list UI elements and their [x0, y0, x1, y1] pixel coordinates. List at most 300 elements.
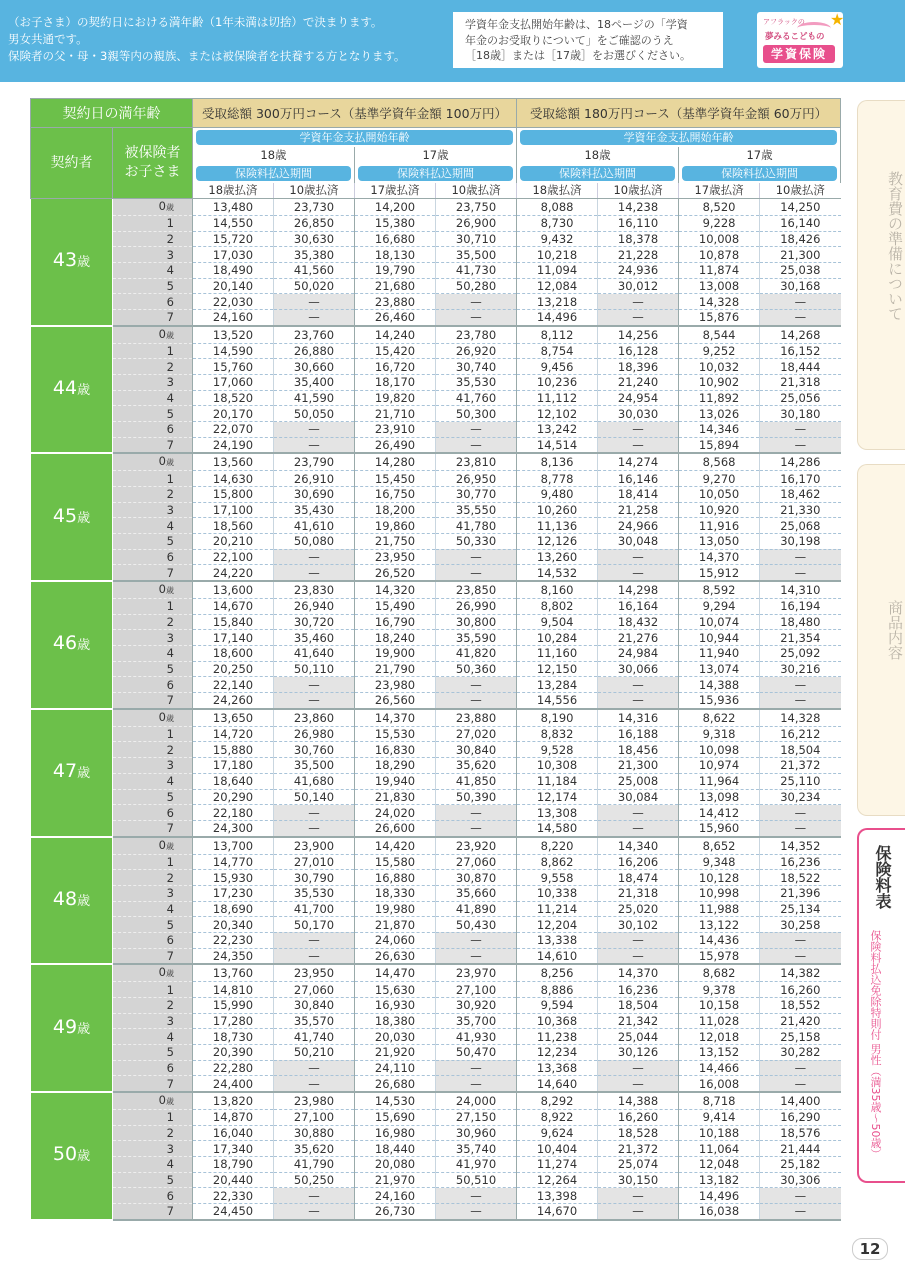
- premium-cell: 14,268: [760, 326, 841, 344]
- child-age: 0: [158, 454, 166, 469]
- premium-cell: 8,592: [679, 581, 760, 599]
- age-suffix: 歳: [77, 510, 91, 526]
- premium-cell: 30,770: [436, 487, 517, 503]
- child-age-cell: [113, 247, 193, 263]
- table-row: [31, 1013, 841, 1029]
- premium-cell: 41,640: [274, 646, 355, 662]
- premium-cell: 41,730: [436, 263, 517, 279]
- premium-cell: 25,074: [598, 1156, 679, 1172]
- child-age-cell: [113, 997, 193, 1013]
- premium-cell: 21,396: [760, 885, 841, 901]
- pay-period-header: 10歳払済: [436, 183, 517, 199]
- premium-cell: 15,420: [355, 343, 436, 359]
- child-age-cell: [113, 1013, 193, 1029]
- premium-cell: 15,840: [193, 614, 274, 630]
- premium-cell: 23,730: [274, 199, 355, 216]
- premium-cell: 14,310: [760, 581, 841, 599]
- premium-cell: 20,080: [355, 1156, 436, 1172]
- premium-na-cell: —: [760, 677, 841, 693]
- premium-cell: 18,440: [355, 1141, 436, 1157]
- premium-cell: 18,290: [355, 758, 436, 774]
- child-age-suffix: 歳: [166, 458, 174, 468]
- table-row: [31, 599, 841, 615]
- premium-cell: 13,600: [193, 581, 274, 599]
- premium-na-cell: —: [598, 932, 679, 948]
- premium-cell: 18,480: [760, 614, 841, 630]
- child-age: 1: [166, 854, 174, 869]
- course-300-header: 受取総額 300万円コース（基準学資年金額 100万円）: [193, 99, 517, 128]
- child-age: 0: [158, 326, 166, 341]
- child-age-cell: [113, 199, 193, 216]
- premium-cell: 35,530: [436, 375, 517, 391]
- premium-cell: 18,426: [760, 231, 841, 247]
- premium-cell: 16,290: [760, 1109, 841, 1125]
- premium-cell: 19,860: [355, 518, 436, 534]
- premium-cell: 26,880: [274, 343, 355, 359]
- child-age-suffix: 歳: [166, 203, 174, 212]
- child-age-cell: [113, 1156, 193, 1172]
- premium-cell: 27,150: [436, 1109, 517, 1125]
- premium-na-cell: —: [436, 1060, 517, 1076]
- premium-cell: 11,112: [517, 390, 598, 406]
- header-notes: [8, 14, 405, 65]
- table-row: [31, 773, 841, 789]
- child-age: 4: [166, 774, 174, 789]
- premium-cell: 21,330: [760, 502, 841, 518]
- premium-cell: 9,318: [679, 726, 760, 742]
- age-suffix: 歳: [77, 255, 91, 271]
- premium-cell: 25,092: [760, 646, 841, 662]
- premium-cell: 23,780: [436, 326, 517, 344]
- premium-na-cell: —: [760, 820, 841, 836]
- premium-cell: 20,390: [193, 1044, 274, 1060]
- premium-cell: 18,462: [760, 487, 841, 503]
- child-age-cell: [113, 422, 193, 438]
- premium-cell: 9,594: [517, 997, 598, 1013]
- table-row: [31, 278, 841, 294]
- premium-cell: 30,660: [274, 359, 355, 375]
- premium-cell: 30,048: [598, 534, 679, 550]
- premium-cell: 24,000: [436, 1092, 517, 1110]
- premium-cell: 30,084: [598, 789, 679, 805]
- premium-cell: 14,532: [517, 565, 598, 581]
- premium-cell: 18,576: [760, 1125, 841, 1141]
- table-row: [31, 693, 841, 709]
- age-suffix: 歳: [77, 1021, 91, 1037]
- premium-cell: 25,020: [598, 901, 679, 917]
- premium-cell: 10,368: [517, 1013, 598, 1029]
- premium-cell: 16,930: [355, 997, 436, 1013]
- table-row: [31, 1029, 841, 1045]
- premium-cell: 41,780: [436, 518, 517, 534]
- contractor-age-cell: [31, 964, 113, 1092]
- premium-cell: 41,790: [274, 1156, 355, 1172]
- premium-cell: 50,050: [274, 406, 355, 422]
- premium-na-cell: —: [598, 1076, 679, 1092]
- premium-cell: 12,204: [517, 917, 598, 933]
- premium-cell: 50,080: [274, 534, 355, 550]
- premium-cell: 9,378: [679, 982, 760, 998]
- period-header: [355, 164, 517, 183]
- premium-cell: 24,160: [355, 1188, 436, 1204]
- child-age-suffix: 歳: [166, 969, 174, 979]
- table-row: [31, 1156, 841, 1172]
- child-age: 5: [166, 1172, 174, 1187]
- header-note: 男女共通です。: [8, 32, 88, 46]
- premium-na-cell: —: [274, 932, 355, 948]
- child-age-cell: [113, 870, 193, 886]
- premium-na-cell: —: [760, 1060, 841, 1076]
- premium-cell: 26,850: [274, 216, 355, 232]
- child-age: 1: [166, 982, 174, 997]
- table-row: [31, 471, 841, 487]
- premium-cell: 15,580: [355, 854, 436, 870]
- premium-cell: 26,680: [355, 1076, 436, 1092]
- premium-cell: 14,200: [355, 199, 436, 216]
- premium-cell: 16,236: [598, 982, 679, 998]
- premium-cell: 26,920: [436, 343, 517, 359]
- premium-cell: 11,136: [517, 518, 598, 534]
- premium-na-cell: —: [760, 1076, 841, 1092]
- premium-cell: 22,330: [193, 1188, 274, 1204]
- premium-cell: 23,810: [436, 453, 517, 471]
- premium-cell: 8,652: [679, 837, 760, 855]
- child-age-cell: [113, 948, 193, 964]
- table-row: [31, 581, 841, 599]
- child-age-cell: [113, 758, 193, 774]
- premium-cell: 13,242: [517, 422, 598, 438]
- premium-cell: 41,760: [436, 390, 517, 406]
- start-18-header: 18歳: [193, 147, 355, 164]
- premium-na-cell: —: [274, 294, 355, 310]
- premium-cell: 26,490: [355, 437, 436, 453]
- premium-cell: 16,260: [598, 1109, 679, 1125]
- child-age-cell: [113, 820, 193, 836]
- premium-cell: 20,170: [193, 406, 274, 422]
- child-age-cell: [113, 982, 193, 998]
- premium-cell: 26,910: [274, 471, 355, 487]
- premium-cell: 10,284: [517, 630, 598, 646]
- premium-cell: 8,718: [679, 1092, 760, 1110]
- premium-cell: 21,970: [355, 1172, 436, 1188]
- premium-cell: 19,940: [355, 773, 436, 789]
- premium-cell: 8,520: [679, 199, 760, 216]
- premium-cell: 14,870: [193, 1109, 274, 1125]
- premium-na-cell: —: [760, 294, 841, 310]
- premium-cell: 14,382: [760, 964, 841, 982]
- premium-na-cell: —: [436, 310, 517, 326]
- premium-cell: 23,920: [436, 837, 517, 855]
- premium-cell: 11,892: [679, 390, 760, 406]
- child-age-suffix: 歳: [166, 586, 174, 596]
- premium-cell: 14,590: [193, 343, 274, 359]
- premium-cell: 41,850: [436, 773, 517, 789]
- age-suffix: 歳: [77, 638, 91, 654]
- premium-cell: 15,990: [193, 997, 274, 1013]
- premium-cell: 14,400: [760, 1092, 841, 1110]
- table-row: [31, 216, 841, 232]
- premium-na-cell: —: [274, 1076, 355, 1092]
- premium-cell: 15,760: [193, 359, 274, 375]
- child-age-cell: [113, 646, 193, 662]
- contractor-age: 43: [52, 249, 78, 272]
- table-row: [31, 487, 841, 503]
- premium-na-cell: —: [274, 1060, 355, 1076]
- premium-na-cell: —: [436, 565, 517, 581]
- contractor-age: 47: [52, 760, 78, 783]
- premium-cell: 35,570: [274, 1013, 355, 1029]
- premium-cell: 16,790: [355, 614, 436, 630]
- premium-cell: 13,398: [517, 1188, 598, 1204]
- premium-cell: 13,560: [193, 453, 274, 471]
- child-age-cell: [113, 1029, 193, 1045]
- premium-cell: 13,338: [517, 932, 598, 948]
- table-row: [31, 549, 841, 565]
- premium-cell: 17,340: [193, 1141, 274, 1157]
- child-age: 3: [166, 375, 174, 390]
- premium-cell: 21,830: [355, 789, 436, 805]
- premium-cell: 10,188: [679, 1125, 760, 1141]
- premium-cell: 16,260: [760, 982, 841, 998]
- child-age: 5: [166, 279, 174, 294]
- premium-cell: 14,280: [355, 453, 436, 471]
- contractor-age: 49: [52, 1015, 78, 1038]
- table-row: [31, 677, 841, 693]
- premium-cell: 18,560: [193, 518, 274, 534]
- child-age: 6: [166, 1188, 174, 1203]
- premium-na-cell: —: [274, 422, 355, 438]
- premium-cell: 21,342: [598, 1013, 679, 1029]
- child-age: 6: [166, 422, 174, 437]
- premium-cell: 13,182: [679, 1172, 760, 1188]
- pay-period-header: 17歳払済: [679, 183, 760, 199]
- child-age: 2: [166, 487, 174, 502]
- child-age-cell: [113, 1092, 193, 1110]
- premium-cell: 14,256: [598, 326, 679, 344]
- premium-cell: 14,370: [355, 709, 436, 727]
- premium-cell: 13,098: [679, 789, 760, 805]
- premium-cell: 22,230: [193, 932, 274, 948]
- child-age: 4: [166, 518, 174, 533]
- premium-cell: 14,370: [598, 964, 679, 982]
- start-age-header-b: [517, 128, 841, 148]
- premium-cell: 26,560: [355, 693, 436, 709]
- premium-cell: 14,670: [517, 1203, 598, 1219]
- premium-cell: 18,504: [598, 997, 679, 1013]
- contractor-age-cell: [31, 453, 113, 581]
- premium-na-cell: —: [598, 693, 679, 709]
- side-tab-product[interactable]: [857, 464, 905, 816]
- premium-cell: 27,100: [274, 1109, 355, 1125]
- table-row: [31, 1172, 841, 1188]
- period-pill: 保険料払込期間: [682, 166, 837, 181]
- child-age: 7: [166, 1076, 174, 1091]
- premium-cell: 30,012: [598, 278, 679, 294]
- premium-cell: 35,620: [436, 758, 517, 774]
- premium-cell: 50,280: [436, 278, 517, 294]
- premium-cell: 17,280: [193, 1013, 274, 1029]
- child-age: 4: [166, 1157, 174, 1172]
- premium-cell: 24,966: [598, 518, 679, 534]
- premium-cell: 14,610: [517, 948, 598, 964]
- premium-cell: 50,430: [436, 917, 517, 933]
- premium-cell: 18,378: [598, 231, 679, 247]
- premium-cell: 10,128: [679, 870, 760, 886]
- premium-cell: 14,250: [760, 199, 841, 216]
- premium-cell: 18,640: [193, 773, 274, 789]
- premium-cell: 30,216: [760, 661, 841, 677]
- premium-cell: 8,886: [517, 982, 598, 998]
- premium-cell: 14,470: [355, 964, 436, 982]
- premium-na-cell: —: [436, 805, 517, 821]
- premium-cell: 22,070: [193, 422, 274, 438]
- premium-cell: 35,550: [436, 502, 517, 518]
- contractor-age: 48: [52, 887, 78, 910]
- premium-na-cell: —: [760, 948, 841, 964]
- premium-cell: 18,396: [598, 359, 679, 375]
- start-age-pill: 学資年金支払開始年齢: [196, 130, 513, 145]
- premium-na-cell: —: [598, 565, 679, 581]
- table-row: [31, 390, 841, 406]
- premium-na-cell: —: [436, 549, 517, 565]
- premium-cell: 18,600: [193, 646, 274, 662]
- child-age: 3: [166, 247, 174, 262]
- premium-cell: 16,212: [760, 726, 841, 742]
- child-age: 3: [166, 630, 174, 645]
- premium-cell: 30,740: [436, 359, 517, 375]
- age-suffix: 歳: [77, 383, 91, 399]
- child-age: 5: [166, 406, 174, 421]
- premium-cell: 15,530: [355, 726, 436, 742]
- premium-cell: 30,126: [598, 1044, 679, 1060]
- child-age: 6: [166, 1060, 174, 1075]
- child-age-cell: [113, 693, 193, 709]
- premium-na-cell: —: [274, 693, 355, 709]
- premium-cell: 15,894: [679, 437, 760, 453]
- premium-cell: 11,214: [517, 901, 598, 917]
- premium-cell: 10,944: [679, 630, 760, 646]
- contractor-age-cell: [31, 199, 113, 326]
- premium-cell: 13,760: [193, 964, 274, 982]
- table-row: [31, 646, 841, 662]
- period-header: [193, 164, 355, 183]
- premium-cell: 30,306: [760, 1172, 841, 1188]
- contractor-age-cell: [31, 1092, 113, 1220]
- premium-cell: 9,480: [517, 487, 598, 503]
- premium-cell: 11,964: [679, 773, 760, 789]
- table-row: [31, 453, 841, 471]
- premium-cell: 30,790: [274, 870, 355, 886]
- premium-cell: 8,682: [679, 964, 760, 982]
- side-tab-education[interactable]: [857, 100, 905, 450]
- child-age: 6: [166, 805, 174, 820]
- child-age: 1: [166, 344, 174, 359]
- child-age: 0: [158, 582, 166, 597]
- child-age-cell: [113, 789, 193, 805]
- premium-cell: 22,280: [193, 1060, 274, 1076]
- premium-cell: 12,234: [517, 1044, 598, 1060]
- table-row: [31, 742, 841, 758]
- table-row: [31, 854, 841, 870]
- premium-cell: 14,370: [679, 549, 760, 565]
- box-line: ［18歳］または［17歳］をお選びください。: [465, 49, 691, 62]
- child-age-cell: [113, 310, 193, 326]
- premium-cell: 10,158: [679, 997, 760, 1013]
- side-tab-premium-table[interactable]: [857, 828, 905, 1183]
- premium-cell: 30,198: [760, 534, 841, 550]
- premium-cell: 23,910: [355, 422, 436, 438]
- start-age-note-box: [453, 12, 723, 68]
- premium-cell: 50,470: [436, 1044, 517, 1060]
- premium-cell: 30,840: [436, 742, 517, 758]
- premium-cell: 23,850: [436, 581, 517, 599]
- premium-cell: 50,510: [436, 1172, 517, 1188]
- child-age-cell: [113, 1172, 193, 1188]
- table-row: [31, 343, 841, 359]
- premium-cell: 30,630: [274, 231, 355, 247]
- premium-cell: 14,496: [679, 1188, 760, 1204]
- premium-cell: 17,030: [193, 247, 274, 263]
- contractor-age: 45: [52, 504, 78, 527]
- premium-cell: 21,680: [355, 278, 436, 294]
- premium-cell: 20,440: [193, 1172, 274, 1188]
- premium-cell: 50,170: [274, 917, 355, 933]
- premium-cell: 14,770: [193, 854, 274, 870]
- premium-cell: 18,200: [355, 502, 436, 518]
- premium-cell: 14,630: [193, 471, 274, 487]
- child-age-cell: [113, 294, 193, 310]
- premium-cell: 13,218: [517, 294, 598, 310]
- premium-cell: 15,450: [355, 471, 436, 487]
- premium-cell: 18,432: [598, 614, 679, 630]
- child-age-cell: [113, 343, 193, 359]
- premium-cell: 23,900: [274, 837, 355, 855]
- premium-cell: 27,020: [436, 726, 517, 742]
- premium-cell: 30,870: [436, 870, 517, 886]
- premium-cell: 14,514: [517, 437, 598, 453]
- child-age-cell: [113, 390, 193, 406]
- premium-cell: 50,300: [436, 406, 517, 422]
- premium-na-cell: —: [598, 437, 679, 453]
- child-age-cell: [113, 630, 193, 646]
- premium-cell: 21,710: [355, 406, 436, 422]
- premium-cell: 15,978: [679, 948, 760, 964]
- premium-cell: 12,126: [517, 534, 598, 550]
- premium-cell: 25,158: [760, 1029, 841, 1045]
- premium-cell: 14,496: [517, 310, 598, 326]
- child-age: 7: [166, 438, 174, 453]
- premium-cell: 18,170: [355, 375, 436, 391]
- premium-cell: 24,260: [193, 693, 274, 709]
- premium-cell: 21,372: [598, 1141, 679, 1157]
- premium-cell: 13,650: [193, 709, 274, 727]
- child-age: 1: [166, 471, 174, 486]
- premium-cell: 13,480: [193, 199, 274, 216]
- premium-cell: 14,556: [517, 693, 598, 709]
- side-tab-active-sub: 保険料払込免除特則付 男性（満35歳〜50歳）: [869, 930, 882, 1160]
- premium-cell: 11,094: [517, 263, 598, 279]
- premium-na-cell: —: [436, 294, 517, 310]
- child-age: 5: [166, 662, 174, 677]
- premium-na-cell: —: [274, 565, 355, 581]
- table-row: [31, 406, 841, 422]
- premium-cell: 18,380: [355, 1013, 436, 1029]
- table-row: [31, 1092, 841, 1110]
- table-row: [31, 231, 841, 247]
- table-row: [31, 964, 841, 982]
- start-age-pill: 学資年金支払開始年齢: [520, 130, 837, 145]
- premium-cell: 10,404: [517, 1141, 598, 1157]
